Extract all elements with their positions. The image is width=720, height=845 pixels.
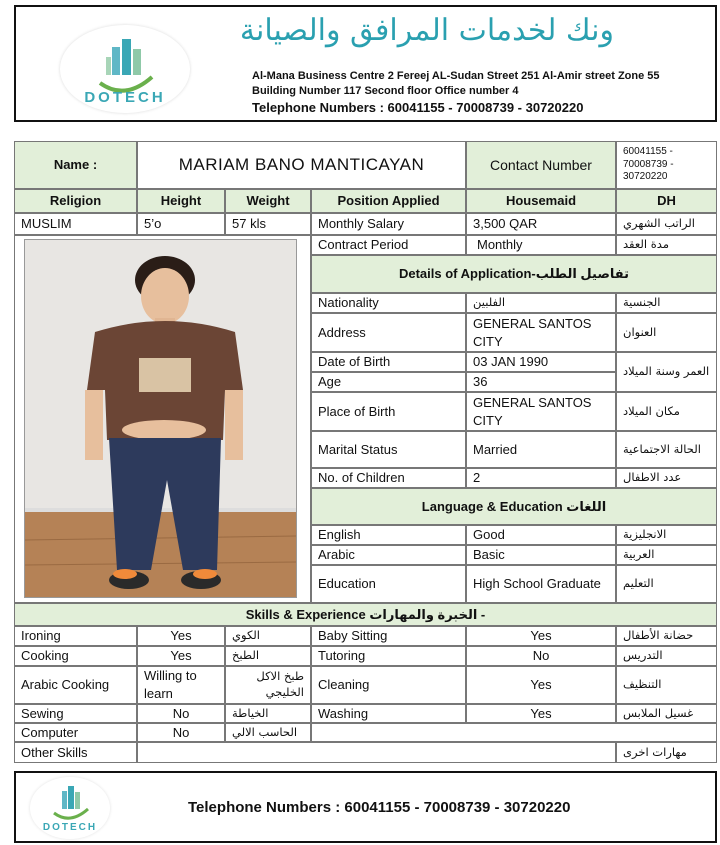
salary-arabic-label: الراتب الشهري — [616, 213, 717, 235]
sewing-value: No — [137, 704, 225, 723]
address-line-2: Building Number 117 Second floor Office number 4 — [252, 85, 519, 97]
letterhead — [14, 5, 717, 122]
candidate-photo — [24, 239, 297, 598]
nationality-label: Nationality — [311, 293, 466, 313]
religion-header: Religion — [14, 189, 137, 213]
height-value: 5’o — [137, 213, 225, 235]
empty-cell — [311, 723, 717, 742]
address-value: GENERAL SANTOS CITY — [466, 313, 616, 352]
skills-experience-heading: Skills & Experience الخبرة والمهارات - — [14, 603, 717, 626]
weight-value: 57 kls — [225, 213, 311, 235]
footer-logo — [30, 777, 110, 839]
contact-number-value: 60041155 - 70008739 - 30720220 — [616, 141, 717, 189]
company-arabic-name: ونك لخدمات المرافق والصيانة — [239, 13, 614, 48]
computer-label: Computer — [14, 723, 137, 742]
religion-value: MUSLIM — [14, 213, 137, 235]
marital-status-value: Married — [466, 431, 616, 468]
children-arabic-label: عدد الاطفال — [616, 468, 717, 488]
contact-number-label: Contact Number — [466, 141, 616, 189]
cleaning-arabic-label: التنظيف — [616, 666, 717, 704]
sewing-arabic-label: الخياطة — [225, 704, 311, 723]
footer-telephone: Telephone Numbers : 60041155 - 70008739 - 30720220 — [188, 799, 571, 816]
position-code: DH — [616, 189, 717, 213]
arabic-arabic-label: العربية — [616, 545, 717, 565]
date-of-birth-value: 03 JAN 1990 — [466, 352, 616, 372]
arabic-cooking-label: Arabic Cooking — [14, 666, 137, 704]
tutoring-value: No — [466, 646, 616, 666]
sewing-label: Sewing — [14, 704, 137, 723]
place-of-birth-value: GENERAL SANTOS CITY — [466, 392, 616, 431]
education-value: High School Graduate — [466, 565, 616, 603]
arabic-cooking-value: Willing to learn — [137, 666, 225, 704]
arabic-label: Arabic — [311, 545, 466, 565]
computer-arabic-label: الحاسب الالي — [225, 723, 311, 742]
baby-sitting-value: Yes — [466, 626, 616, 646]
address-label: Address — [311, 313, 466, 352]
height-header: Height — [137, 189, 225, 213]
ironing-value: Yes — [137, 626, 225, 646]
nationality-arabic-label: الجنسية — [616, 293, 717, 313]
other-skills-label: Other Skills — [14, 742, 137, 763]
logo-wordmark: DOTECH — [84, 89, 166, 106]
cleaning-label: Cleaning — [311, 666, 466, 704]
application-details-heading: Details of Application-تفاصيل الطلب — [311, 255, 717, 293]
ironing-arabic-label: الكوي — [225, 626, 311, 646]
cooking-arabic-label: الطبخ — [225, 646, 311, 666]
children-label: No. of Children — [311, 468, 466, 488]
date-of-birth-label: Date of Birth — [311, 352, 466, 372]
address-line-1: Al-Mana Business Centre 2 Fereej AL-Sudan Street 251 Al-Amir street Zone 55 — [252, 70, 660, 82]
company-logo — [60, 25, 190, 113]
washing-label: Washing — [311, 704, 466, 723]
position-applied-value: Housemaid — [466, 189, 616, 213]
english-label: English — [311, 525, 466, 545]
tutoring-label: Tutoring — [311, 646, 466, 666]
candidate-name: MARIAM BANO MANTICAYAN — [137, 141, 466, 189]
children-value: 2 — [466, 468, 616, 488]
header-telephone: Telephone Numbers : 60041155 - 70008739 - 30720220 — [252, 100, 584, 115]
cooking-value: Yes — [137, 646, 225, 666]
age-dob-arabic-label: العمر وسنة الميلاد — [616, 352, 717, 392]
education-arabic-label: التعليم — [616, 565, 717, 603]
other-skills-value — [137, 742, 616, 763]
name-label: Name : — [14, 141, 137, 189]
computer-value: No — [137, 723, 225, 742]
marital-status-arabic-label: الحالة الاجتماعية — [616, 431, 717, 468]
ironing-label: Ironing — [14, 626, 137, 646]
education-label: Education — [311, 565, 466, 603]
contract-period-label: Contract Period — [311, 235, 466, 255]
other-skills-arabic-label: مهارات اخرى — [616, 742, 717, 763]
weight-header: Weight — [225, 189, 311, 213]
contract-period-value: Monthly — [466, 235, 616, 255]
english-arabic-label: الانجليزية — [616, 525, 717, 545]
arabic-cooking-arabic-label: طبخ الاكل الخليجي — [225, 666, 311, 704]
marital-status-label: Marital Status — [311, 431, 466, 468]
english-value: Good — [466, 525, 616, 545]
salary-label: Monthly Salary — [311, 213, 466, 235]
baby-sitting-arabic-label: حضانة الأطفال — [616, 626, 717, 646]
address-arabic-label: العنوان — [616, 313, 717, 352]
washing-value: Yes — [466, 704, 616, 723]
salary-value: 3,500 QAR — [466, 213, 616, 235]
place-of-birth-arabic-label: مكان الميلاد — [616, 392, 717, 431]
age-value: 36 — [466, 372, 616, 392]
cooking-label: Cooking — [14, 646, 137, 666]
washing-arabic-label: غسيل الملابس — [616, 704, 717, 723]
place-of-birth-label: Place of Birth — [311, 392, 466, 431]
age-label: Age — [311, 372, 466, 392]
cleaning-value: Yes — [466, 666, 616, 704]
nationality-value: الفلبين — [466, 293, 616, 313]
arabic-value: Basic — [466, 545, 616, 565]
position-applied-header: Position Applied — [311, 189, 466, 213]
footer — [14, 771, 717, 843]
contract-period-arabic-label: مدة العقد — [616, 235, 717, 255]
tutoring-arabic-label: التدريس — [616, 646, 717, 666]
footer-logo-wordmark: DOTECH — [42, 822, 98, 833]
language-education-heading: Language & Education اللغات — [311, 488, 717, 525]
baby-sitting-label: Baby Sitting — [311, 626, 466, 646]
